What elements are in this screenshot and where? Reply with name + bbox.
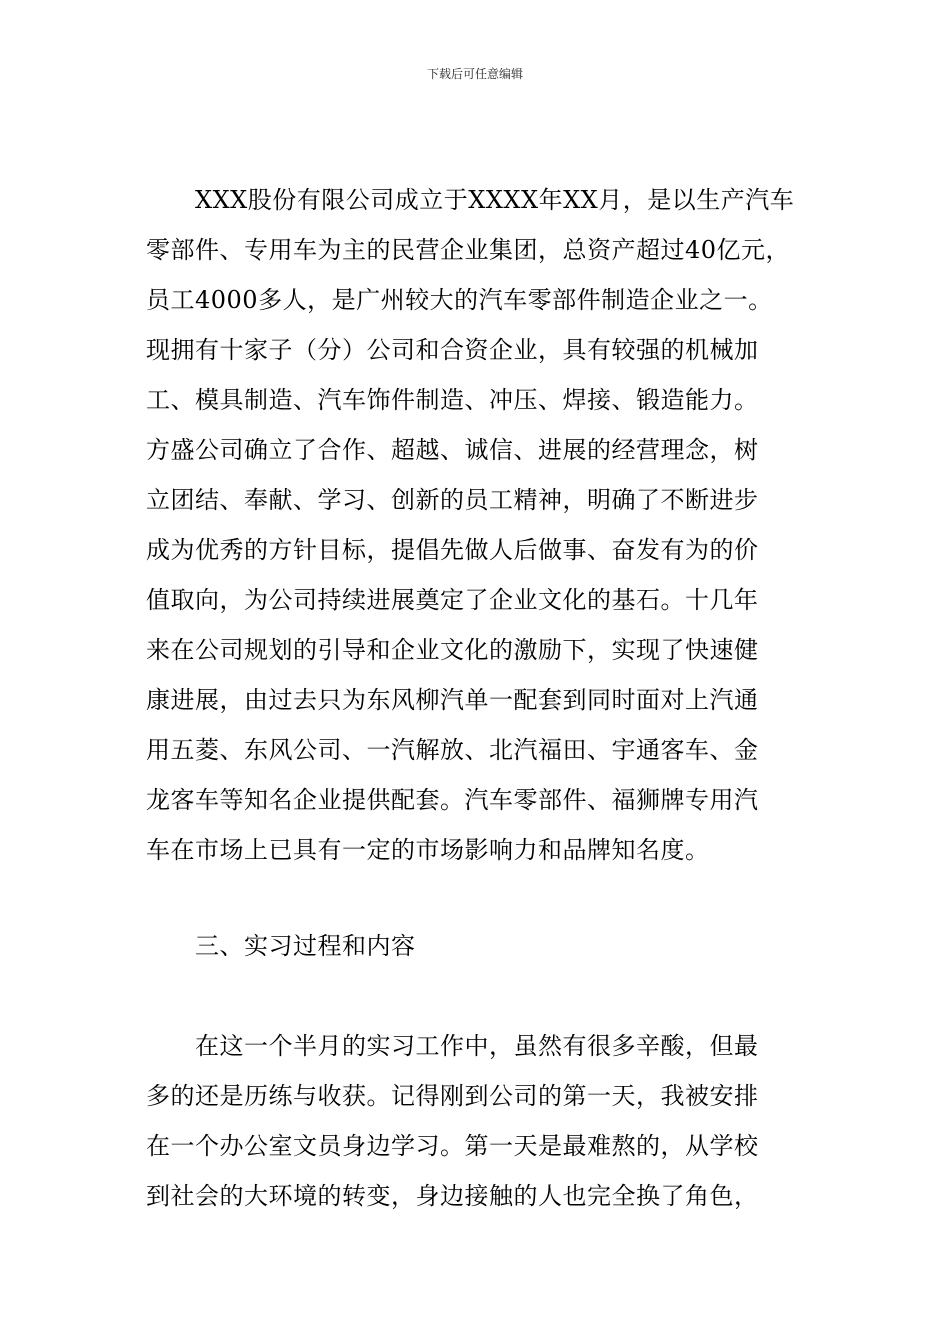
- paragraph-line: 在一个办公室文员身边学习。第一天是最难熬的，从学校: [146, 1132, 759, 1160]
- paragraph-line: 值取向，为公司持续进展奠定了企业文化的基石。十几年: [146, 586, 759, 614]
- paragraph-line: 成为优秀的方针目标，提倡先做人后做事、奋发有为的价: [146, 536, 759, 564]
- paragraph-line: 在这一个半月的实习工作中，虽然有很多辛酸，但最: [195, 1032, 759, 1060]
- paragraph-line: 康进展，由过去只为东风柳汽单一配套到同时面对上汽通: [146, 686, 759, 714]
- paragraph-line: 零部件、专用车为主的民营企业集团，总资产超过40亿元，: [146, 236, 791, 264]
- paragraph-line: 工、模具制造、汽车饰件制造、冲压、焊接、锻造能力。: [146, 386, 759, 414]
- paragraph-line: 现拥有十家子（分）公司和合资企业，具有较强的机械加: [146, 336, 759, 364]
- section-heading-text: 三、实习过程和内容: [195, 932, 416, 960]
- paragraph-line: XXX股份有限公司成立于XXXX年XX月，是以生产汽车: [195, 186, 795, 214]
- paragraph-line: 方盛公司确立了合作、超越、诚信、进展的经营理念，树: [146, 436, 759, 464]
- paragraph-line: 来在公司规划的引导和企业文化的激励下，实现了快速健: [146, 636, 759, 664]
- paragraph-line: 车在市场上已具有一定的市场影响力和品牌知名度。: [146, 836, 710, 864]
- internship-paragraph: [146, 1021, 812, 1221]
- section-heading: [146, 921, 812, 971]
- page-header: 下载后可任意编辑: [426, 67, 523, 81]
- paragraph-line: 多的还是历练与收获。记得刚到公司的第一天，我被安排: [146, 1082, 759, 1110]
- paragraph-line: 龙客车等知名企业提供配套。汽车零部件、福狮牌专用汽: [146, 786, 759, 814]
- company-intro-paragraph: [146, 175, 812, 875]
- paragraph-line: 立团结、奉献、学习、创新的员工精神，明确了不断进步: [146, 486, 759, 514]
- paragraph-line: 用五菱、东风公司、一汽解放、北汽福田、宇通客车、金: [146, 736, 759, 764]
- paragraph-line: 员工4000多人，是广州较大的汽车零部件制造企业之一。: [146, 286, 773, 314]
- paragraph-line: 到社会的大环境的转变，身边接触的人也完全换了角色，: [146, 1182, 759, 1210]
